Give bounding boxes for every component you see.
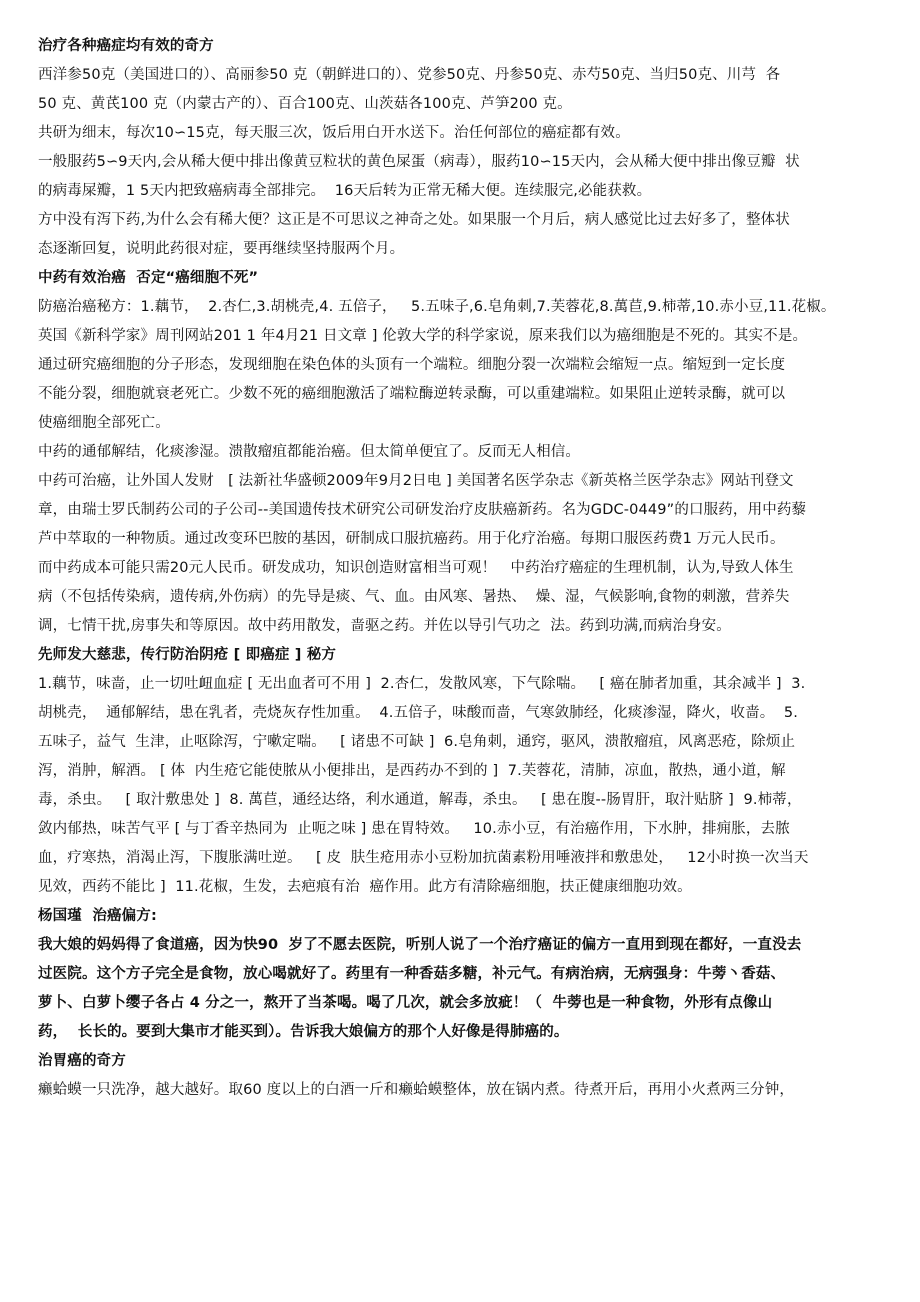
- text-line: 英国《新科学家》周刊网站201 1 年4月21 日文章 ] 伦敦大学的科学家说，原来我们以为癌细胞是不死的。其实不是。: [38, 328, 808, 344]
- text-line: 使癌细胞全部死亡。: [38, 415, 170, 431]
- text-line: 方中没有泻下药,为什么会有稀大便？这正是不可思议之神奇之处。如果服一个月后，病人感觉比过去好多了，整体状: [38, 212, 790, 228]
- text-line: 的病毒屎瓣，1 5天内把致癌病毒全部排完。 16天后转为正常无稀大便。连续服完,必能获救。: [38, 183, 652, 199]
- text-line: 中药可治癌，让外国人发财 [ 法新社华盛顿2009年9月2日电 ] 美国著名医学杂志《新英格兰医学杂志》网站刊登文: [38, 473, 794, 489]
- text-line: 中药的通郁解结，化痰渗湿。溃散瘤疽都能治癌。但太简单便宜了。反而无人相信。: [38, 444, 581, 460]
- text-line: 萝卜、白萝卜缨子各占 4 分之一，熬开了当茶喝。喝了几次，就会多放疵！（ 牛蒡也是一种食物，外形有点像山: [38, 995, 773, 1011]
- document-page: [38, 32, 890, 1105]
- text-line: 五味子，益气 生津，止呕除泻，宁嗽定喘。 [ 诸患不可缺 ] 6.皂角刺，通窍，驱风，溃散瘤疽，风离恶疮，除烦止: [38, 734, 796, 750]
- text-line: 血，疗寒热，消渴止泻，下腹胀满吐逆。 [ 皮 肤生疮用赤小豆粉加抗菌素粉用唾液拌和敷患处， 12小时换一次当天: [38, 850, 809, 866]
- text-line: 西洋参50克（美国进口的）、高丽参50 克（朝鲜进口的）、党参50克、丹参50克、赤芍50克、当归50克、川芎 各: [38, 67, 781, 83]
- text-line: 毒，杀虫。 [ 取汁敷患处 ] 8. 萬苣，通经达络，利水通道，解毒，杀虫。 [ 患在腹--肠胃肝，取汁贴脐 ] 9.柿蒂，: [38, 792, 802, 808]
- text-line: 我大娘的妈妈得了食道癌，因为快90 岁了不愿去医院，听别人说了一个治疗癌证的偏方一直用到现在都好，一直没去: [38, 937, 802, 953]
- text-line: 泻，消肿，解酒。 [ 体 内生疮它能使脓从小便排出，是西药办不到的 ] 7.芙蓉花，清肺，凉血，散热，通小道，解: [38, 763, 786, 779]
- text-line: 通过研究癌细胞的分子形态，发现细胞在染色体的头顶有一个端粒。细胞分裂一次端粒会缩短一点。缩短到一定长度: [38, 357, 786, 373]
- text-line: 芦中萃取的一种物质。通过改变环巴胺的基因，研制成口服抗癌药。用于化疗治癌。每期口服医药费1 万元人民币。: [38, 531, 785, 547]
- section-heading: 治疗各种癌症均有效的奇方: [38, 38, 214, 54]
- text-line: 态逐渐回复，说明此药很对症，要再继续坚持服两个月。: [38, 241, 405, 257]
- text-line: 病（不包括传染病，遗传病,外伤病）的先导是痰、气、血。由风寒、暑热、 燥、湿，气候影响,食物的刺激，营养失: [38, 589, 790, 605]
- text-line: 1.藕节，味啬，止一切吐衄血症 [ 无出血者可不用 ] 2.杏仁，发散风寒，下气除喘。 [ 癌在肺者加重，其余减半 ] 3.: [38, 676, 806, 692]
- section-heading: 治胃癌的奇方: [38, 1053, 126, 1069]
- text-line: 胡桃壳， 通郁解结，患在乳者，壳烧灰存性加重。 4.五倍子，味酸而啬，气寒敛肺经，化痰渗湿，降火，收啬。 5.: [38, 705, 799, 721]
- text-line: 敛内郁热，味苦气平 [ 与丁香辛热同为 止呃之味 ] 患在胃特效。 10.赤小豆，有治癌作用，下水肿，排痈胀，去脓: [38, 821, 790, 837]
- text-line: 共研为细末，每次10∽15克，每天服三次，饭后用白开水送下。治任何部位的癌症都有效。: [38, 125, 630, 141]
- section-heading: 杨国瑾 治癌偏方:: [38, 908, 157, 924]
- text-line: 50 克、黄芪100 克（内蒙古产的）、百合100克、山茨菇各100克、芦笋200 克。: [38, 96, 572, 112]
- text-line: 不能分裂，细胞就衰老死亡。少数不死的癌细胞激活了端粒酶逆转录酶，可以重建端粒。如果阻止逆转录酶，就可以: [38, 386, 786, 402]
- text-line: 药， 长长的。要到大集市才能买到）。告诉我大娘偏方的那个人好像是得肺癌的。: [38, 1024, 569, 1040]
- text-line: 章，由瑞士罗氏制药公司的子公司--美国遗传技术研究公司研发治疗皮肤癌新药。名为GDC-0449”的口服药，用中药藜: [38, 502, 807, 518]
- text-line: 过医院。这个方子完全是食物，放心喝就好了。药里有一种香菇多糖，补元气。有病治病，无病强身：牛蒡丶香菇、: [38, 966, 786, 982]
- text-line: 调，七情干扰,房事失和等原因。故中药用散发，啬驱之药。并佐以导引气功之 法。药到功满,而病治身安。: [38, 618, 731, 634]
- section-heading: 先师发大慈悲，传行防治阴疮 [ 即癌症 ] 秘方: [38, 647, 337, 663]
- text-line: 防癌治癌秘方：1.藕节， 2.杏仁,3.胡桃壳,4. 五倍子， 5.五味子,6.皂角刺,7.芙蓉花,8.萬苣,9.柿蒂,10.赤小豆,11.花椒。: [38, 299, 836, 315]
- text-line: 见效，西药不能比 ] 11.花椒，生发，去疤痕有治 癌作用。此方有清除癌细胞，扶正健康细胞功效。: [38, 879, 692, 895]
- text-line: 癞蛤蟆一只洗净，越大越好。取60 度以上的白酒一斤和癞蛤蟆整体，放在锅内煮。待煮开后，再用小火煮两三分钟，: [38, 1082, 795, 1098]
- section-heading: 中药有效治癌 否定“癌细胞不死”: [38, 270, 259, 286]
- text-line: 而中药成本可能只需20元人民币。研发成功，知识创造财富相当可观！ 中药治疗癌症的生理机制，认为,导致人体生: [38, 560, 794, 576]
- text-line: 一般服药5∽9天内,会从稀大便中排出像黄豆粒状的黄色屎蛋（病毒），服药10∽15天内，会从稀大便中排出像豆瓣 状: [38, 154, 800, 170]
